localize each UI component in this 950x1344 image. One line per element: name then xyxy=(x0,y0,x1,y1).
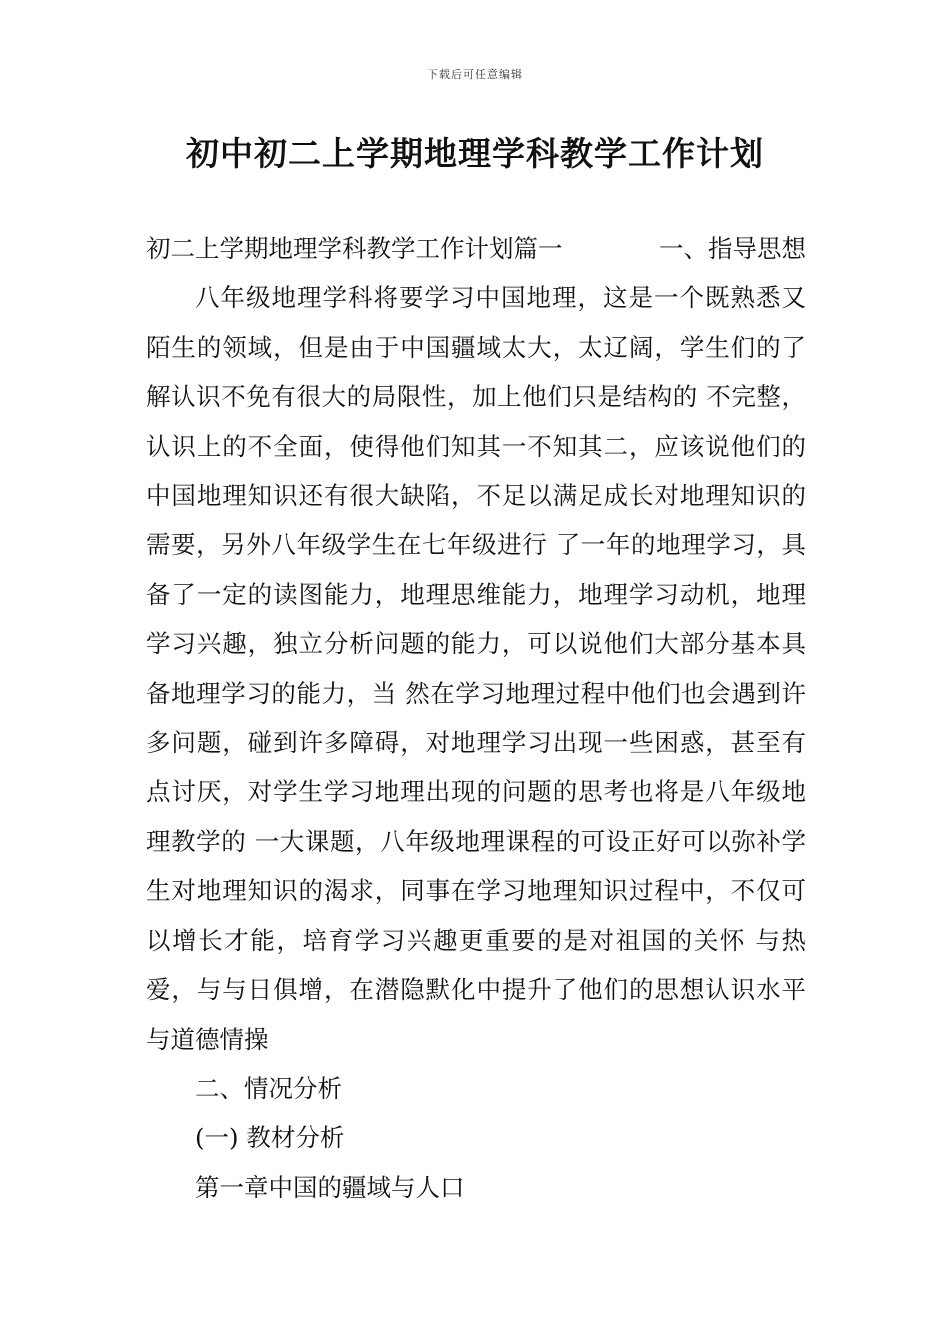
paragraph-guiding-thought: 八年级地理学科将要学习中国地理，这是一个既熟悉又陌生的领域，但是由于中国疆域太大，太辽阔，学生们的了解认识不免有很大的局限性，加上他们只是结构的 不完整，认识上的不全面，使得他们知其一不知其二，应该说他们的中国地理知识还有很大缺陷，不足以满足成长对地理知识的需要，另外八年级学生在七年级进行 了一年的地理学习，具备了一定的读图能力，地理思维能力，地理学习动机，地理学习兴趣，独立分析问题的能力，可以说他们大部分基本具备地理学习的能力，当 然在学习地理过程中他们也会遇到许多问题，碰到许多障碍，对地理学习出现一些困惑，甚至有点讨厌，对学生学习地理出现的问题的思考也将是八年级地理教学的 一大课题，八年级地理课程的可设正好可以弥补学生对地理知识的渴求，同事在学习地理知识过程中，不仅可以增长才能，培育学习兴趣更重要的是对祖国的关怀 与热爱，与与日俱增，在潜隐默化中提升了他们的思想认识水平与道德情操 xyxy=(146,283,806,1054)
header-note: 下载后可任意编辑 xyxy=(427,68,523,81)
subtitle-line xyxy=(146,224,806,273)
document-body xyxy=(146,224,806,1212)
document-title: 初中初二上学期地理学科教学工作计划 xyxy=(186,134,764,173)
subsection-heading-textbook-analysis: (一) 教材分析 xyxy=(195,1123,345,1153)
section-subtitle: 初二上学期地理学科教学工作计划篇一 xyxy=(146,234,563,263)
section-heading-guiding-thought: 一、指导思想 xyxy=(659,234,806,263)
chapter-heading: 第一章中国的疆域与人口 xyxy=(195,1172,465,1202)
section-heading-situation-analysis: 二、情况分析 xyxy=(195,1073,342,1103)
